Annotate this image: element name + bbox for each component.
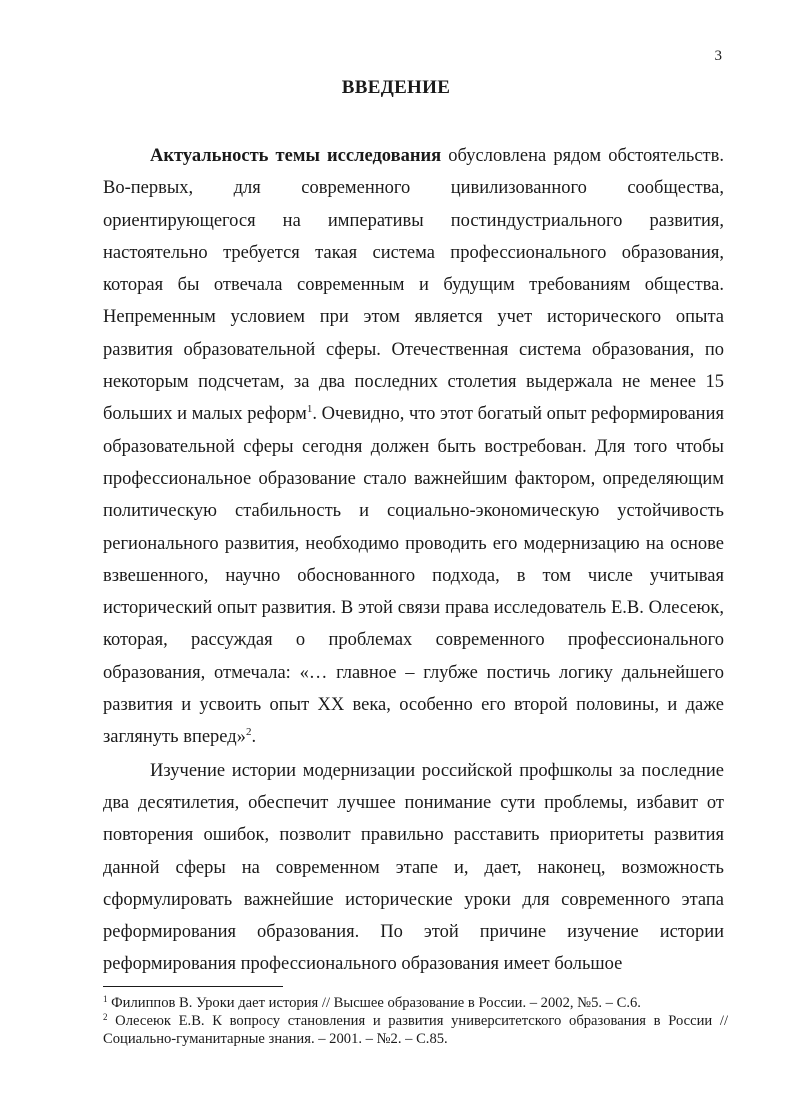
footnotes xyxy=(103,994,728,1048)
footnote-marker: 1 xyxy=(103,994,108,1004)
page-title: ВВЕДЕНИЕ xyxy=(341,77,451,98)
footnote-ref[interactable]: 2 xyxy=(245,726,252,739)
paragraph-text: обусловлена рядом обстоятельств. Во-первых, для современного цивилизованного сообщества, ориентирующегося на императивы постиндустриального развития, настоятельно требуется такая система профессионального образования, которая бы отвечала современным и будущим требованиям общества. Непременным условием при этом является учет исторического опыта развития образовательной сферы. Отечественная система образования, по некоторым подсчетам, за два последних столетия выдержала не менее 15 больших и малых реформ xyxy=(103,146,725,425)
page-number: 3 xyxy=(714,48,722,64)
body-text xyxy=(103,140,724,981)
footnote-divider xyxy=(103,986,283,987)
footnote-2 xyxy=(103,1012,728,1048)
relevance-heading: Актуальность темы исследования xyxy=(150,146,442,166)
footnote-1 xyxy=(103,994,728,1012)
paragraph-text: . Очевидно, что этот богатый опыт реформирования образовательной сферы сегодня должен быть востребован. Для того чтобы профессиональное образование стало важнейшим фактором, определяющим политическую стабильность и социально-экономическую устойчивость регионального развития, необходимо проводить его модернизацию на основе взвешенного, научно обоснованного подхода, в том числе учитывая исторический опыт развития. В этой связи права исследователь Е.В. Олесеюк, которая, рассуждая о проблемах современного профессионального образования, отмечала: «… главное – глубже постичь логику дальнейшего развития и усвоить опыт XX века, особенно его второй половины, и даже заглянуть вперед» xyxy=(103,404,724,748)
paragraph-history: Изучение истории модернизации российской профшколы за последние два десятилетия, обеспечит лучшее понимание сути проблемы, избавит от повторения ошибок, позволит правильно расставить приоритеты развития данной сферы на современном этапе и, дает, наконец, возможность сформулировать важнейшие исторические уроки для современного этапа реформирования образования. По этой причине изучение истории реформирования профессионального образования имеет большое xyxy=(103,760,724,975)
paragraph-relevance xyxy=(103,140,724,754)
footnote-text: Филиппов В. Уроки дает история // Высшее образование в России. – 2002, №5. – С.6. xyxy=(107,995,641,1011)
footnote-text: Олесеюк Е.В. К вопросу становления и развития университетского образования в России // Социально-гуманитарные знания. – 2001. – №2. – С.85. xyxy=(103,1013,728,1047)
footnote-ref[interactable]: 1 xyxy=(306,403,313,416)
footnote-marker: 2 xyxy=(103,1012,108,1022)
paragraph-text: . xyxy=(251,727,257,748)
